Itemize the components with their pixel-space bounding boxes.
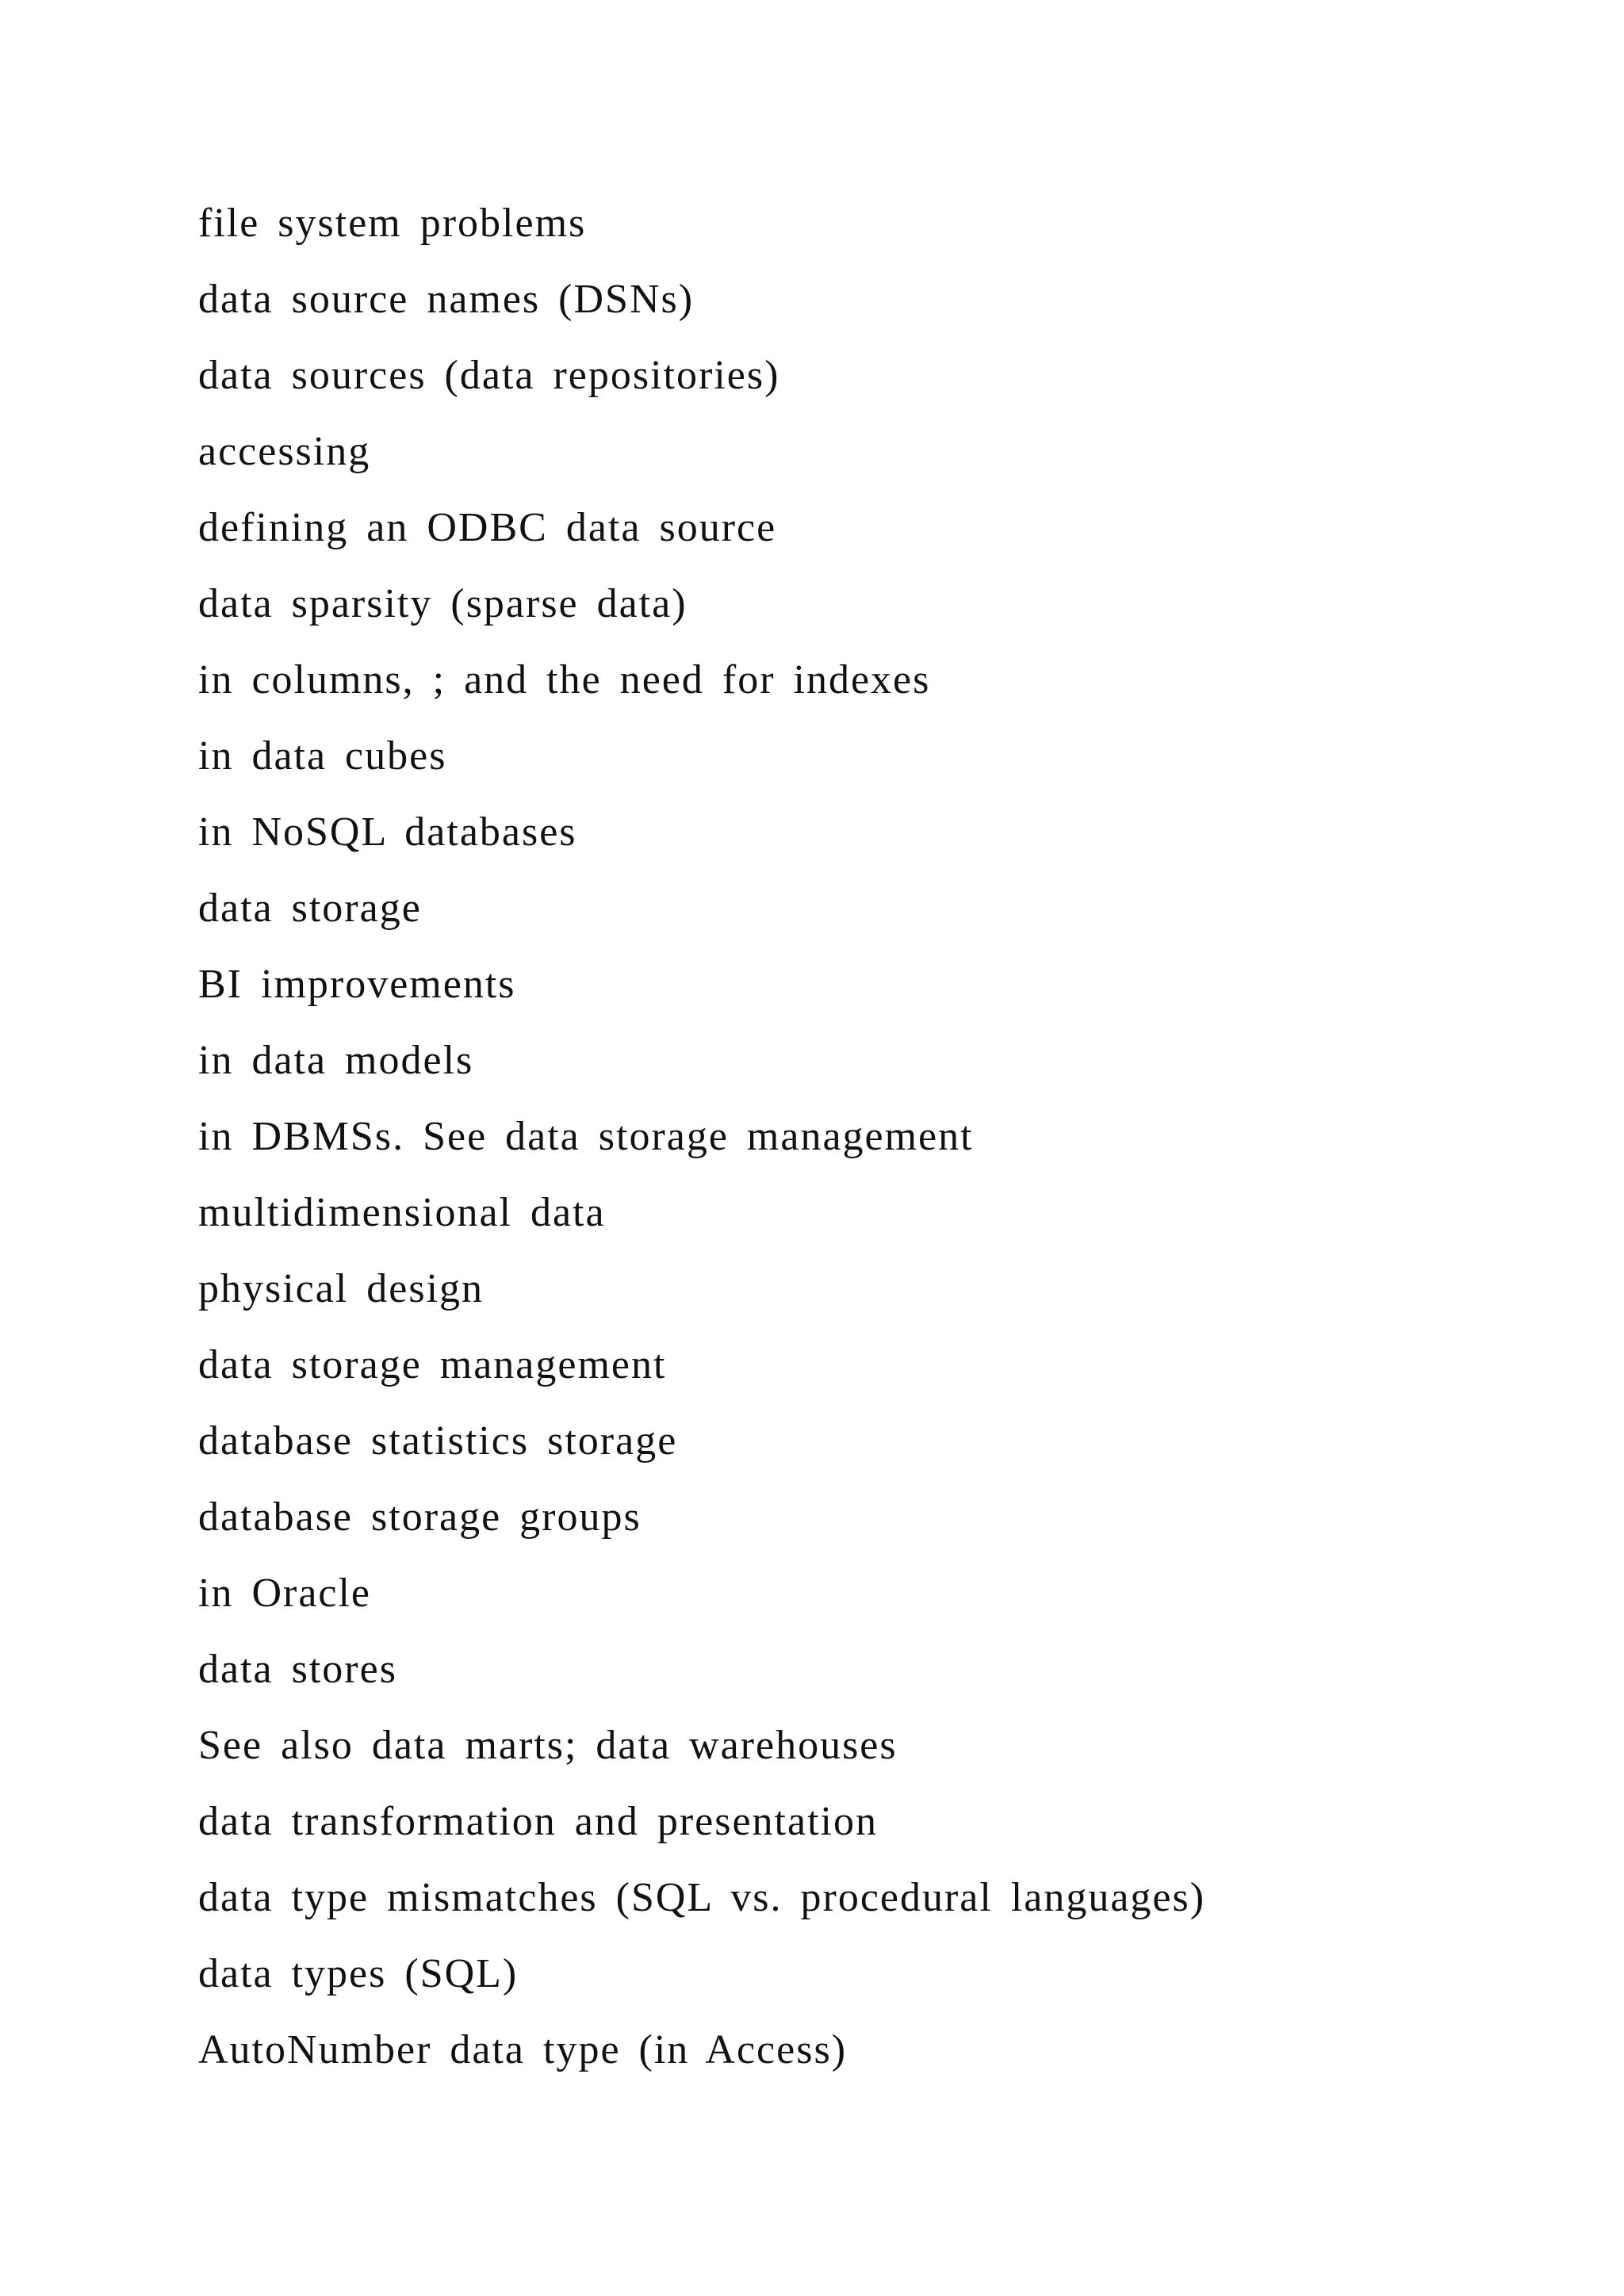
index-entry-list bbox=[198, 186, 1205, 2088]
index-entry: BI improvements bbox=[198, 962, 516, 1007]
index-entry: physical design bbox=[198, 1266, 485, 1311]
index-entry: in Oracle bbox=[198, 1571, 372, 1616]
index-entry: database storage groups bbox=[198, 1494, 642, 1540]
index-entry: data storage bbox=[198, 886, 422, 931]
index-entry: AutoNumber data type (in Access) bbox=[198, 2027, 848, 2072]
index-entry: data source names (DSNs) bbox=[198, 277, 695, 322]
index-entry: in NoSQL databases bbox=[198, 809, 577, 855]
index-entry: in columns, ; and the need for indexes bbox=[198, 657, 931, 702]
index-entry: database statistics storage bbox=[198, 1418, 678, 1464]
index-entry: multidimensional data bbox=[198, 1190, 606, 1235]
index-entry: defining an ODBC data source bbox=[198, 505, 777, 550]
index-entry: accessing bbox=[198, 429, 371, 474]
index-entry: in DBMSs. See data storage management bbox=[198, 1114, 974, 1159]
index-entry: See also data marts; data warehouses bbox=[198, 1723, 898, 1768]
index-entry: data sparsity (sparse data) bbox=[198, 581, 688, 626]
index-entry: data stores bbox=[198, 1647, 397, 1692]
index-entry: in data cubes bbox=[198, 733, 447, 779]
index-entry: in data models bbox=[198, 1038, 474, 1083]
index-entry: data type mismatches (SQL vs. procedural languages) bbox=[198, 1875, 1206, 1920]
index-entry: data storage management bbox=[198, 1342, 667, 1387]
index-entry: data sources (data repositories) bbox=[198, 353, 780, 398]
index-entry: data transformation and presentation bbox=[198, 1799, 878, 1844]
index-entry: data types (SQL) bbox=[198, 1951, 519, 1996]
index-entry: file system problems bbox=[198, 201, 587, 246]
